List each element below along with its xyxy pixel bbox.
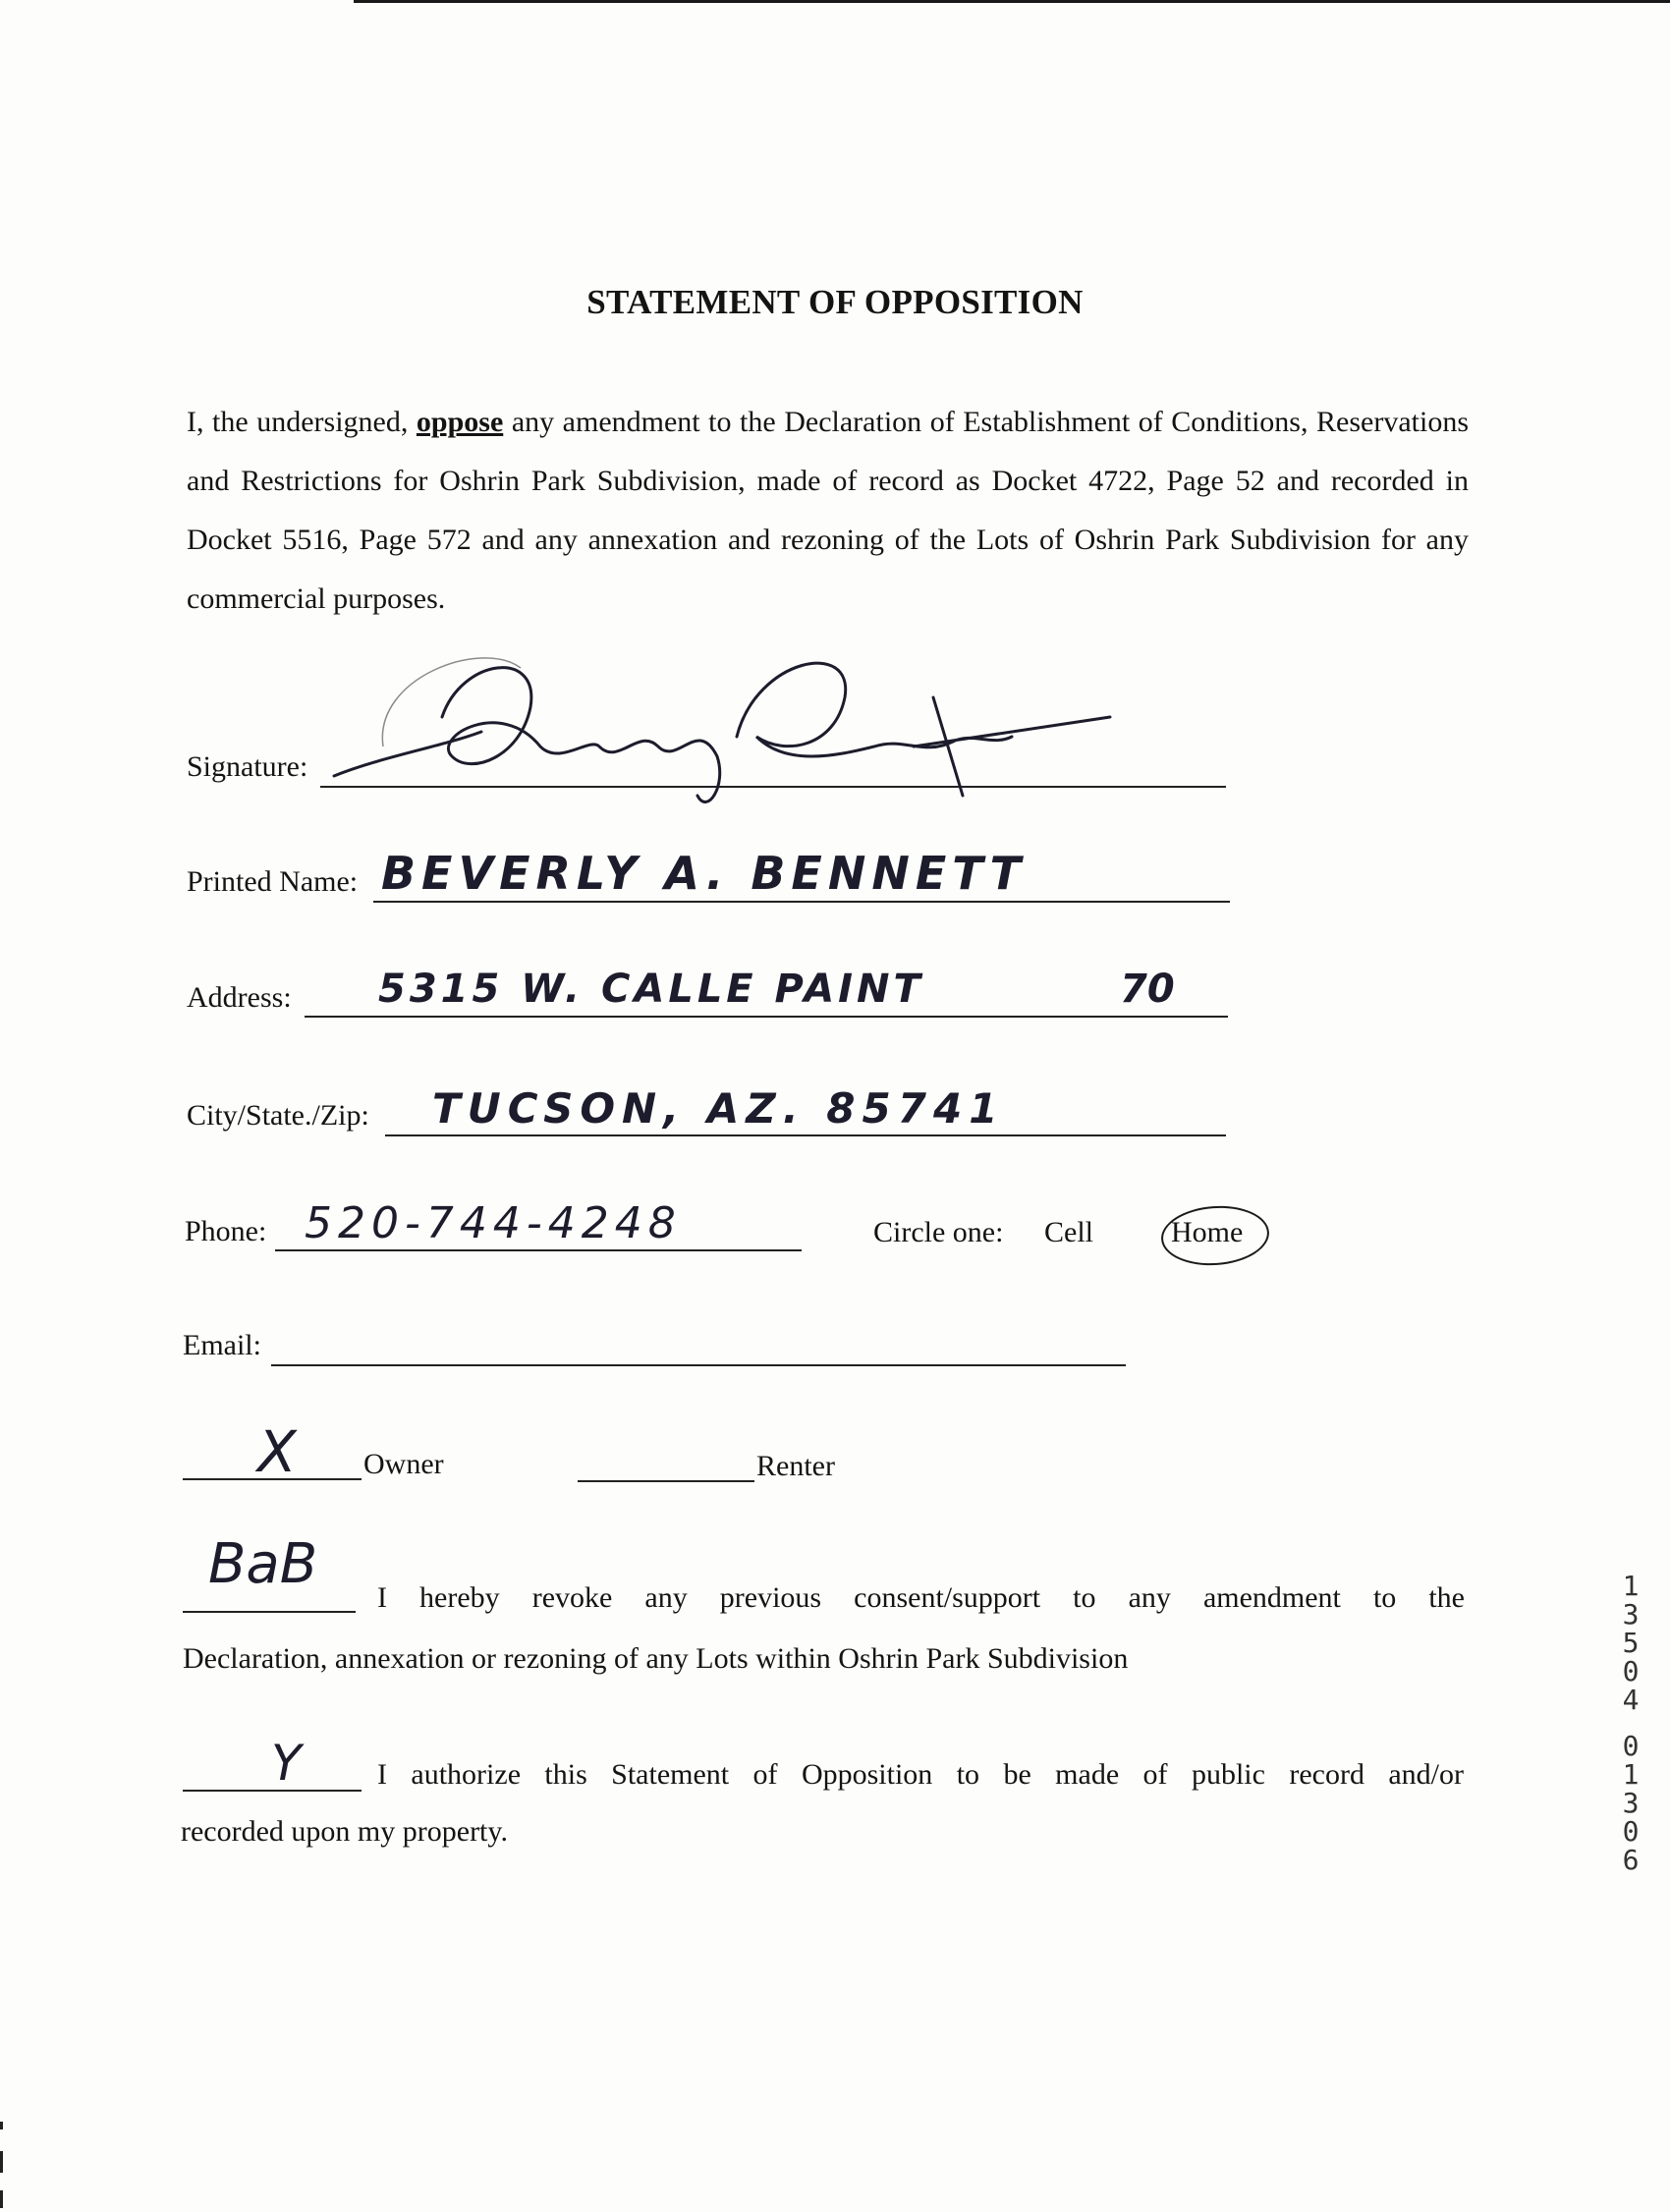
stamp-char: 6 [1622,1844,1640,1876]
owner-label: Owner [363,1448,444,1480]
revoke-text-line-1: I hereby revoke any previous consent/support to any amendment to the [377,1581,1465,1614]
home-circled-mark [1159,1202,1271,1269]
printed-name-line [373,901,1230,903]
phone-value: 520-744-4248 [305,1198,682,1248]
circle-one-label: Circle one: [873,1216,1004,1248]
scan-edge-mark [0,2122,3,2129]
address-value: 5315 W. CALLE PAINT [378,967,924,1012]
intro-keyword-oppose: oppose [416,406,504,438]
stamp-char: 3 [1622,1598,1640,1631]
signature-label: Signature: [187,750,308,783]
document-title: STATEMENT OF OPPOSITION [586,283,1084,321]
printed-name-label: Printed Name: [187,865,359,898]
signature-scribble [324,638,1130,815]
circle-option-home: Home [1171,1216,1244,1248]
stamp-char: 0 [1622,1815,1640,1848]
phone-line [275,1249,802,1251]
intro-after: any amendment to the Declaration of Establishment of Conditions, Reservations and Restrictions for Oshrin Park Subdivision, made of record as Docket 4722, Page 52 and recorded in Docket 5516, Page 572 and any annexation and rezoning of the Lots of Oshrin Park Subdivision for any commercial purposes. [187,406,1469,615]
authorize-mark: Y [271,1735,302,1792]
email-label: Email: [183,1329,261,1361]
circle-option-cell: Cell [1044,1216,1093,1248]
scan-edge-mark [0,2151,3,2173]
city-state-zip-label: City/State./Zip: [187,1099,369,1132]
email-line [271,1364,1126,1366]
stamp-char: 0 [1622,1655,1640,1687]
renter-line [578,1480,754,1482]
authorize-text-line-2: recorded upon my property. [181,1815,508,1848]
revoke-initials-line [183,1611,356,1613]
docket-stamp [1611,1572,1650,1874]
address-unit: 70 [1120,967,1175,1012]
phone-label: Phone: [185,1215,267,1247]
address-label: Address: [187,981,292,1014]
intro-paragraph [187,393,1469,629]
stamp-char: 3 [1622,1787,1640,1819]
revoke-initials: BaB [208,1532,318,1596]
stamp-char: 4 [1622,1684,1640,1716]
renter-label: Renter [756,1450,835,1482]
intro-before: I, the undersigned, [187,406,409,438]
stamp-char: 5 [1622,1627,1640,1659]
address-line [305,1016,1228,1018]
revoke-text-line-2: Declaration, annexation or rezoning of any Lots within Oshrin Park Subdivision [183,1642,1129,1675]
stamp-char: 1 [1622,1758,1640,1791]
authorize-text-line-1: I authorize this Statement of Opposition to be made of public record and/or [377,1758,1464,1791]
city-state-zip-line [385,1134,1226,1136]
stamp-char: 1 [1622,1570,1640,1602]
scan-edge-mark [0,2190,3,2208]
city-state-zip-value: TUCSON, AZ. 85741 [432,1084,1005,1133]
stamp-char: 0 [1622,1730,1640,1762]
printed-name-value: BEVERLY A. BENNETT [381,847,1028,900]
scan-top-border [354,0,1670,3]
owner-mark: X [257,1418,297,1485]
